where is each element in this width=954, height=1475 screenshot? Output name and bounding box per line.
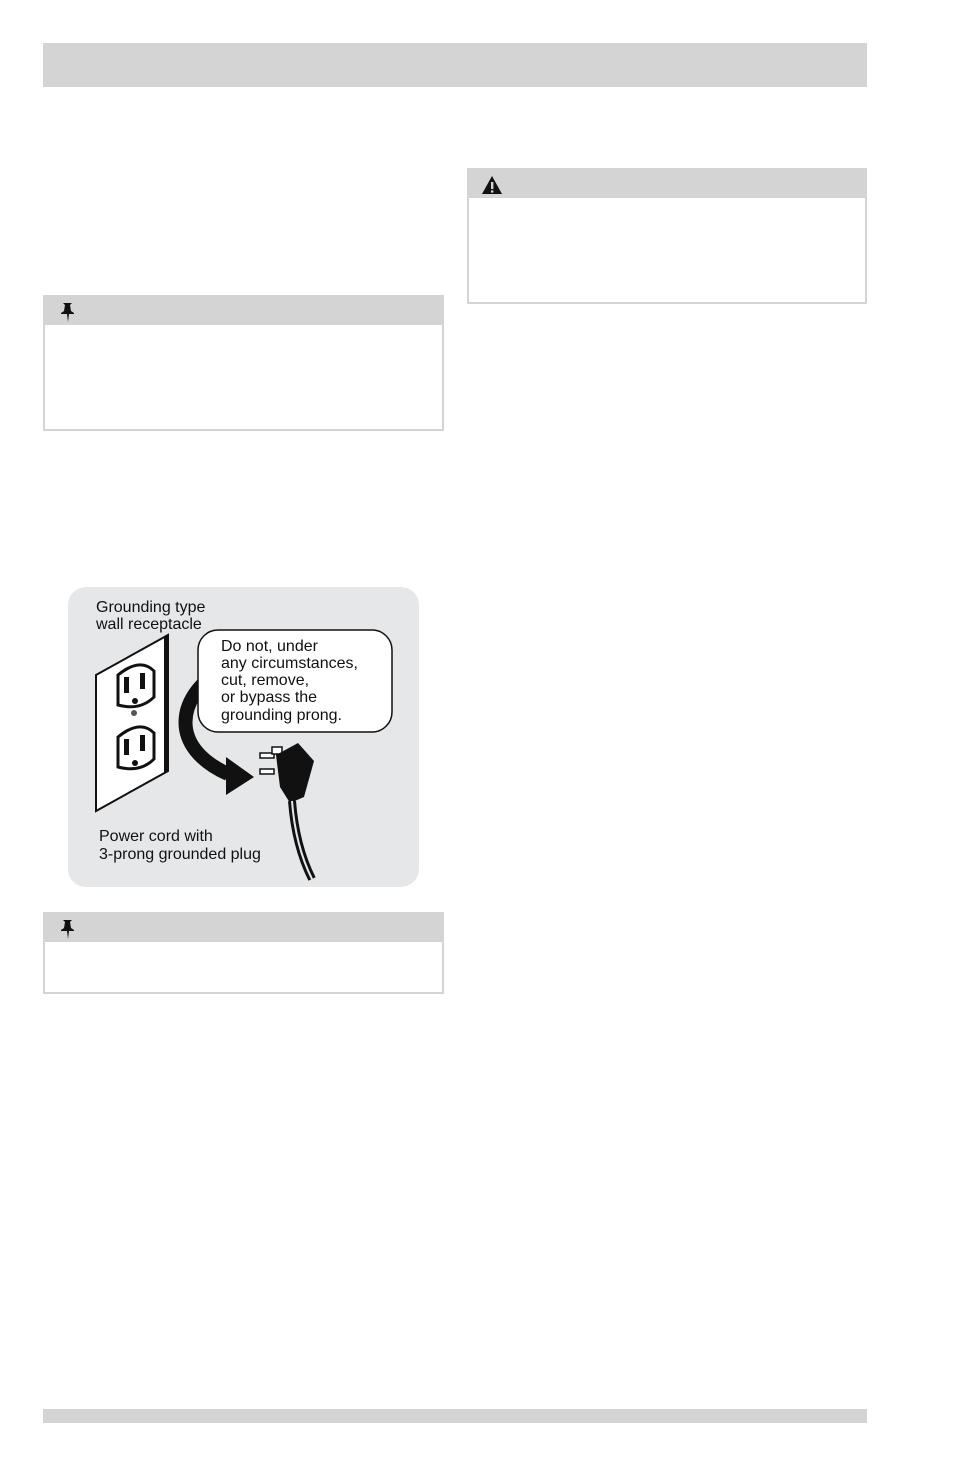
note-box-1: [43, 295, 444, 431]
grounding-illustration: [68, 587, 419, 887]
note-box-2: [43, 912, 444, 994]
note-box-2-header: [45, 914, 442, 942]
receptacle-label-line1: Grounding type: [96, 599, 206, 616]
warning-box-header: [469, 170, 865, 198]
callout-line-5: grounding prong.: [221, 707, 342, 724]
page-header-bar: [43, 43, 867, 87]
svg-text:Grounding type wall rece: [95, 599, 210, 633]
note-box-1-header: [45, 297, 442, 325]
pushpin-icon: [57, 301, 79, 323]
callout-line-1: Do not, under: [221, 638, 318, 655]
warning-triangle-icon: [481, 174, 503, 196]
cord-label-line1: Power cord with: [99, 828, 213, 845]
callout-line-4: or bypass the: [221, 689, 318, 706]
callout-line-3: cut, remove,: [221, 672, 310, 689]
page-footer-bar: [43, 1409, 867, 1423]
pushpin-icon: [57, 918, 79, 940]
receptacle-label-line2: wall receptacle: [96, 616, 202, 633]
callout-line-2: any circumstances,: [221, 655, 358, 672]
cord-label-line2: 3-prong grounded plug: [99, 846, 261, 863]
warning-box: [467, 168, 867, 304]
